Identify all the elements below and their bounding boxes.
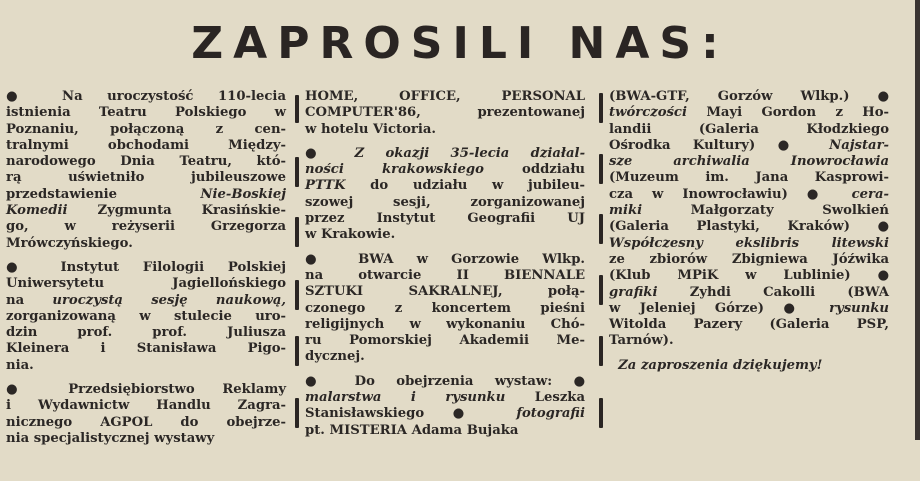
- text: Kultury): [692, 137, 756, 153]
- column-divider-mark: [599, 398, 603, 428]
- text: SZTUKI: [305, 284, 364, 300]
- text: Mayi: [706, 105, 743, 121]
- text: jubileuszowe: [190, 170, 287, 186]
- news-item: [305, 374, 585, 439]
- text: Plastyki,: [696, 219, 760, 235]
- text-line: [609, 236, 889, 252]
- text-line: [6, 431, 286, 447]
- text-line: [6, 309, 286, 325]
- italic-text: rysunku: [829, 300, 890, 316]
- text-line: [305, 284, 585, 300]
- text: Jeleniej: [639, 300, 696, 316]
- text: MPiK: [677, 268, 719, 284]
- text-line: [609, 170, 889, 186]
- column-divider-mark: [599, 93, 603, 123]
- italic-text: Współczesny: [609, 235, 703, 251]
- text: AGPOL: [100, 414, 153, 430]
- text: Reklamy: [222, 382, 286, 398]
- text-line: [6, 276, 286, 292]
- text: dzin: [6, 325, 38, 341]
- text: Filologii: [142, 259, 205, 275]
- text: czonego: [305, 300, 366, 316]
- text-line: [305, 89, 585, 105]
- text-line: [609, 333, 889, 349]
- text-line: [305, 122, 585, 138]
- text: ●: [305, 251, 336, 267]
- text: dycznej.: [305, 349, 365, 365]
- text-line: [6, 236, 286, 252]
- text: sesji,: [393, 194, 431, 210]
- text: uświetniło: [68, 170, 145, 186]
- italic-text: Najstar-: [829, 137, 890, 153]
- italic-text: Nie-Boskiej: [200, 186, 286, 202]
- text-line: [6, 260, 286, 276]
- text: Stanisława: [136, 341, 217, 357]
- text: Kleinera: [6, 341, 70, 357]
- italic-text: grafiki: [609, 284, 658, 300]
- text: oddziału: [522, 162, 585, 178]
- text-line: [609, 252, 889, 268]
- text: Geografii: [467, 211, 536, 227]
- text: nia specjalistycznej wystawy: [6, 430, 215, 446]
- text: w: [609, 300, 621, 316]
- text: Leszka: [534, 390, 585, 406]
- text: Inowrocławiu): [682, 186, 788, 202]
- column-3: [609, 89, 889, 382]
- column-divider-mark: [599, 214, 603, 244]
- italic-text: dziękujemy!: [732, 357, 823, 373]
- text-line: [6, 398, 286, 414]
- text: w: [139, 308, 151, 324]
- text: (BWA: [847, 284, 890, 300]
- text: z: [215, 121, 224, 137]
- text: stulecie: [173, 308, 232, 324]
- italic-text: Za zaproszenia: [609, 357, 729, 373]
- text: Małgorzaty: [690, 203, 774, 219]
- text-line: [609, 219, 889, 235]
- italic-text: cera-: [851, 186, 890, 202]
- italic-text: i: [410, 390, 416, 406]
- text: w Krakowie.: [305, 227, 396, 243]
- text: uroczystość: [107, 89, 194, 104]
- text: (Galeria: [769, 317, 830, 333]
- text-line: [6, 325, 286, 341]
- text-line: [609, 122, 889, 138]
- text-line: [305, 227, 585, 243]
- italic-text: uroczystą: [52, 292, 123, 308]
- column-divider-mark: [295, 95, 299, 123]
- text: i: [6, 398, 12, 414]
- text: Kasprowi-: [814, 170, 890, 186]
- text: Stanisławskiego: [305, 406, 425, 422]
- news-item: [305, 89, 585, 138]
- text: Instytut: [60, 259, 120, 275]
- italic-text: sesję: [151, 292, 188, 308]
- text: Zbigniewa: [731, 251, 808, 267]
- text: reżyserii: [111, 219, 176, 235]
- text: Zyhdi: [689, 284, 731, 300]
- column-divider-mark: [295, 336, 299, 366]
- text-line: [609, 301, 889, 317]
- italic-text: krakowskiego: [382, 162, 484, 178]
- text: Instytut: [376, 211, 436, 227]
- text: ze: [609, 251, 625, 267]
- text: pt. MISTERIA Adama Bujaka: [305, 422, 519, 438]
- text: ●: [777, 137, 807, 153]
- text: istnienia: [6, 105, 71, 121]
- text: Polskiego: [175, 105, 247, 121]
- column-divider-mark: [295, 280, 299, 310]
- italic-text: działal-: [530, 145, 586, 161]
- news-item: [609, 358, 889, 374]
- text: w hotelu Victoria.: [305, 121, 437, 137]
- italic-text: litewski: [831, 235, 889, 251]
- text: Gorzowie: [451, 251, 520, 267]
- italic-text: Z: [354, 145, 365, 161]
- text: (Klub: [609, 268, 651, 284]
- text-line: [609, 154, 889, 170]
- text: Teatru: [98, 105, 147, 121]
- text-line: [609, 358, 889, 374]
- text: zorganizowanej: [470, 194, 586, 210]
- text: PSP,: [856, 317, 890, 333]
- column-divider-mark: [295, 398, 299, 428]
- text: Gorzów: [717, 89, 773, 104]
- text: udziału: [412, 178, 468, 194]
- text-line: [609, 203, 889, 219]
- text: do: [370, 178, 389, 194]
- italic-text: Komedii: [6, 203, 68, 219]
- text: obchodami: [107, 137, 190, 153]
- text-line: [305, 423, 585, 439]
- text: (Muzeum: [609, 170, 679, 186]
- text: Wlkp.): [800, 89, 850, 104]
- text: nia.: [6, 357, 34, 373]
- text: Do: [354, 373, 375, 389]
- text: religijnych: [305, 316, 385, 332]
- text: Cakolli: [763, 284, 816, 300]
- italic-text: twórczości: [609, 105, 687, 121]
- text-line: [305, 252, 585, 268]
- text: landii: [609, 121, 652, 137]
- text: ●: [305, 145, 334, 161]
- text-line: [6, 89, 286, 105]
- column-2: [305, 89, 585, 447]
- text-line: [609, 187, 889, 203]
- text: ●: [877, 89, 889, 104]
- text: (Galeria: [698, 121, 759, 137]
- text: ●: [6, 89, 38, 104]
- news-item: [305, 146, 585, 244]
- news-item: [6, 89, 286, 252]
- text: BWA: [358, 251, 394, 267]
- text: ●: [6, 259, 37, 275]
- text: w: [64, 219, 76, 235]
- text-line: [6, 358, 286, 374]
- italic-text: Inowrocławia: [790, 154, 889, 170]
- text-line: [609, 317, 889, 333]
- text-line: [305, 146, 585, 162]
- text: pieśni: [540, 300, 586, 316]
- text-line: [305, 406, 585, 422]
- text-line: [6, 154, 286, 170]
- text: PERSONAL: [501, 89, 586, 104]
- italic-text: miki: [609, 203, 643, 219]
- text: ●: [573, 373, 585, 389]
- text-line: [6, 138, 286, 154]
- italic-text: archiwalia: [673, 154, 750, 170]
- text: Gordon: [761, 105, 817, 121]
- text: Zygmunta: [97, 203, 172, 219]
- italic-text: ekslibris: [735, 235, 800, 251]
- text-line: [6, 122, 286, 138]
- text: Swolkień: [822, 203, 890, 219]
- text: rą: [6, 170, 22, 186]
- text-line: [305, 178, 585, 194]
- text: wystaw:: [494, 373, 553, 389]
- text: Pazery: [693, 317, 743, 333]
- text-line: [305, 105, 585, 121]
- text: Pigo-: [247, 341, 286, 357]
- text: obejrze-: [226, 414, 286, 430]
- text: Poznaniu,: [6, 121, 79, 137]
- text: Między-: [228, 137, 287, 153]
- text: OFFICE,: [399, 89, 461, 104]
- text: Wlkp.: [542, 251, 586, 267]
- text: ru: [305, 333, 322, 349]
- text: Zagra-: [237, 398, 287, 414]
- text: przedstawienie: [6, 186, 118, 202]
- text: w: [409, 316, 421, 332]
- text: Jana: [755, 170, 789, 186]
- text: II: [456, 267, 469, 283]
- text: Tarnów).: [609, 333, 674, 349]
- text: Uniwersytetu: [6, 276, 105, 292]
- text: tralnymi: [6, 137, 69, 153]
- text: (BWA-GTF,: [609, 89, 690, 104]
- text: Wydawnictw: [37, 398, 130, 414]
- text: ●: [877, 219, 890, 235]
- text-line: [305, 349, 585, 365]
- text: Kraków): [787, 219, 850, 235]
- text: HOME,: [305, 89, 359, 104]
- text: nicznego: [6, 414, 73, 430]
- text: w: [652, 186, 664, 202]
- text: ●: [877, 268, 889, 284]
- text-line: [305, 162, 585, 178]
- italic-text: fotografii: [516, 406, 585, 422]
- text-line: [6, 293, 286, 309]
- text-line: [6, 203, 286, 219]
- text: Krasińskie-: [201, 203, 287, 219]
- text: Handlu: [156, 398, 211, 414]
- text-line: [6, 382, 286, 398]
- text: szowej: [305, 194, 354, 210]
- text: ●: [806, 186, 833, 202]
- text: Pomorskiej: [349, 333, 432, 349]
- text-line: [609, 268, 889, 284]
- text: Przedsiębiorstwo: [68, 382, 195, 398]
- text: w: [416, 251, 428, 267]
- text: połączoną: [110, 121, 185, 137]
- text: ●: [6, 382, 41, 398]
- text: zbiorów: [649, 251, 708, 267]
- news-item: [305, 252, 585, 366]
- column-divider-mark: [295, 217, 299, 247]
- text: wykonaniu: [446, 316, 526, 332]
- text: Dnia: [120, 154, 155, 170]
- column-1: [6, 89, 286, 455]
- text: ●: [305, 373, 334, 389]
- text: ●: [452, 406, 488, 422]
- text: Ośrodka: [609, 137, 671, 153]
- text-line: [305, 374, 585, 390]
- text: na: [6, 292, 25, 308]
- text: cza: [609, 186, 634, 202]
- italic-text: ności: [305, 162, 344, 178]
- text: im.: [705, 170, 729, 186]
- column-divider-mark: [295, 157, 299, 187]
- text: w: [491, 178, 504, 194]
- text: któ-: [256, 154, 287, 170]
- text: prof.: [77, 325, 113, 341]
- column-divider-mark: [599, 275, 603, 305]
- text: Ho-: [862, 105, 890, 121]
- text: z: [835, 105, 843, 121]
- page-edge-rule: [915, 0, 920, 440]
- text: Me-: [556, 333, 585, 349]
- text-line: [609, 105, 889, 121]
- text-line: [305, 390, 585, 406]
- italic-text: naukową,: [215, 292, 287, 308]
- text: Akademii: [459, 333, 529, 349]
- text-line: [6, 219, 286, 235]
- news-item: [6, 382, 286, 447]
- text: zorganizowaną: [6, 308, 116, 324]
- text: Jagiellońskiego: [172, 276, 286, 292]
- text: UJ: [567, 211, 586, 227]
- text: z: [394, 300, 403, 316]
- text: Lublinie): [783, 268, 851, 284]
- text: Na: [62, 89, 83, 104]
- text-line: [305, 333, 585, 349]
- text: Chó-: [550, 316, 586, 332]
- text: w: [274, 105, 286, 121]
- italic-text: PTTK: [305, 178, 346, 194]
- text: obejrzenia: [396, 373, 474, 389]
- text: koncertem: [431, 300, 511, 316]
- text-line: [305, 211, 585, 227]
- text-line: [609, 89, 889, 105]
- text: BIENNALE: [503, 267, 586, 283]
- text: Kłodzkiego: [806, 121, 890, 137]
- column-divider-mark: [599, 154, 603, 184]
- italic-text: rysunku: [445, 390, 506, 406]
- text-line: [6, 187, 286, 203]
- italic-text: sze: [609, 154, 633, 170]
- text: na: [305, 267, 324, 283]
- text-line: [6, 415, 286, 431]
- text: Witolda: [609, 317, 667, 333]
- text-line: [305, 268, 585, 284]
- italic-text: malarstwa: [305, 390, 382, 406]
- text: (Galeria: [609, 219, 669, 235]
- text: w: [745, 268, 757, 284]
- text: Teatru,: [179, 154, 232, 170]
- text: go,: [6, 219, 29, 235]
- column-divider-mark: [599, 336, 603, 366]
- text: narodowego: [6, 154, 96, 170]
- news-item: [609, 89, 889, 350]
- text-line: [609, 138, 889, 154]
- text: połą-: [547, 284, 585, 300]
- text: 110-lecia: [218, 89, 286, 104]
- text: SAKRALNEJ,: [408, 284, 503, 300]
- text: i: [100, 341, 106, 357]
- text: COMPUTER'86,: [305, 105, 421, 121]
- text: ●: [783, 300, 810, 316]
- text-line: [6, 341, 286, 357]
- text: Grzegorza: [210, 219, 287, 235]
- text: cen-: [254, 121, 287, 137]
- text-line: [6, 170, 286, 186]
- text: do: [180, 414, 199, 430]
- text: uro-: [255, 308, 287, 324]
- italic-text: okazji: [385, 145, 430, 161]
- text-line: [6, 105, 286, 121]
- text: Mrówczyńskiego.: [6, 235, 133, 251]
- headline-title: ZAPROSILI NAS:: [191, 18, 729, 69]
- italic-text: 35-lecia: [450, 145, 510, 161]
- text: prezentowanej: [477, 105, 585, 121]
- text-line: [305, 317, 585, 333]
- text: Polskiej: [227, 259, 287, 275]
- text: Jóźwika: [832, 251, 890, 267]
- text: jubileu-: [527, 178, 586, 194]
- text: otwarcie: [358, 267, 422, 283]
- text-line: [305, 301, 585, 317]
- news-item: [6, 260, 286, 374]
- text: prof.: [152, 325, 188, 341]
- text: Juliusza: [227, 325, 287, 341]
- text: Górze): [714, 300, 765, 316]
- text-line: [305, 195, 585, 211]
- text: przez: [305, 211, 345, 227]
- text-line: [609, 285, 889, 301]
